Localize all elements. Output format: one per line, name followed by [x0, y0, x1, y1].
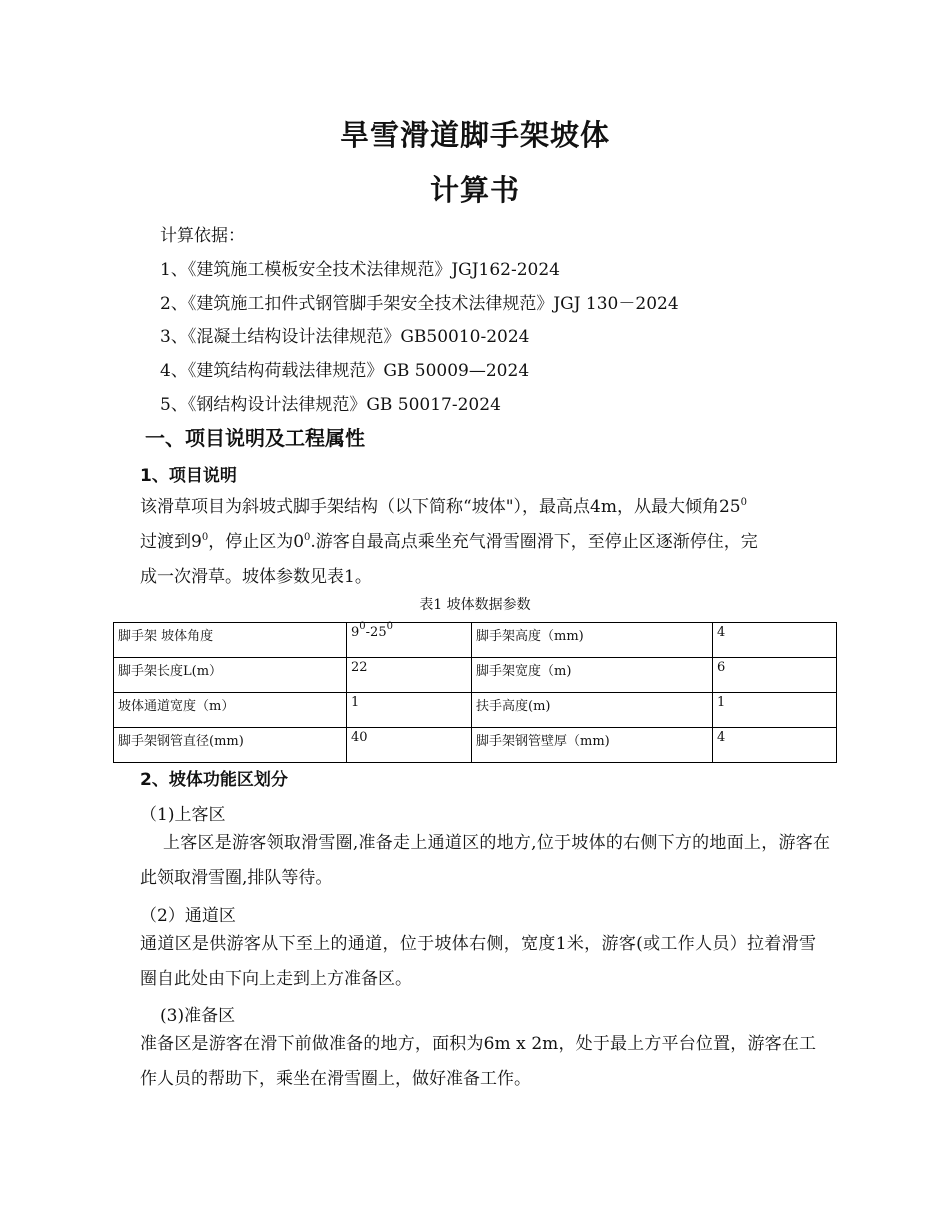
- table-cell-label: 脚手架钢管壁厚（mm): [472, 728, 713, 763]
- section-heading-project: 一、项目说明及工程属性: [145, 426, 365, 450]
- basis-item-4: 4、《建筑结构荷载法律规范》GB 50009—2024: [160, 361, 530, 381]
- basis-item-3: 3、《混凝土结构设计法律规范》GB50010-2024: [160, 327, 530, 347]
- table-cell-label: 脚手架 坡体角度: [114, 623, 347, 658]
- document-title: 旱雪滑道脚手架坡体: [339, 118, 610, 152]
- basis-item-2: 2、《建筑施工扣件式钢管脚手架安全技术法律规范》JGJ 130－2024: [160, 294, 679, 314]
- zone2-paragraph: 通道区是供游客从下至上的通道，位于坡体右侧，宽度1米，游客(或工作人员）拉着滑雪圈自此处由下向上走到上方准备区。: [140, 934, 816, 989]
- table-cell-label: 脚手架高度（mm): [472, 623, 713, 658]
- basis-heading: 计算依据：: [160, 226, 245, 246]
- table-cell-value: 40: [347, 728, 472, 763]
- project-description-paragraph: 该滑草项目为斜坡式脚手架结构（以下简称“坡体"），最高点4m，从最大倾角$25^0$ 过渡到$9^0$，停止区为$0^0$.游客自最高点乘坐充气滑雪圈滑下，至停止区逐渐停住，完 成一次滑草。坡体参数见表1。: [140, 497, 758, 587]
- degree-superscript: 0: [201, 532, 209, 543]
- zone1-paragraph: 上客区是游客领取滑雪圈,准备走上通道区的地方,位于坡体的右侧下方的地面上，游客在此领取滑雪圈,排队等待。: [140, 833, 830, 888]
- table-row: [114, 693, 837, 728]
- zone2-label: （2）通道区: [140, 906, 236, 926]
- zone1-label: （1)上客区: [140, 805, 226, 825]
- table-cell-label: 扶手高度(m): [472, 693, 713, 728]
- table-cell-value: 1: [713, 693, 837, 728]
- basis-item-5: 5、《钢结构设计法律规范》GB 50017-2024: [160, 395, 501, 415]
- table-cell-value: 6: [713, 658, 837, 693]
- table-cell-label: 脚手架宽度（m): [472, 658, 713, 693]
- table-cell-value: $9^0-25^0$: [347, 623, 472, 658]
- table-cell-label: 脚手架长度L(m）: [114, 658, 347, 693]
- degree-superscript: 0: [740, 497, 747, 508]
- table-cell-label: 脚手架钢管直径(mm): [114, 728, 347, 763]
- basis-item-1: 1、《建筑施工模板安全技术法律规范》JGJ162-2024: [160, 260, 560, 280]
- degree-superscript: 0: [304, 532, 311, 543]
- document-subtitle: 计算书: [429, 173, 520, 207]
- table-cell-value: 1: [347, 693, 472, 728]
- table-cell-value: 4: [713, 623, 837, 658]
- table-row: [114, 658, 837, 693]
- subsection-heading-description: 1、项目说明: [140, 466, 237, 486]
- zone3-paragraph: 准备区是游客在滑下前做准备的地方，面积为6m x 2m，处于最上方平台位置，游客在工作人员的帮助下，乘坐在滑雪圈上，做好准备工作。: [140, 1034, 816, 1089]
- zone3-label: (3)准备区: [160, 1006, 236, 1026]
- table-row: [114, 728, 837, 763]
- subsection-heading-zones: 2、坡体功能区划分: [140, 770, 288, 790]
- table-row: [114, 623, 837, 658]
- table-cell-value: 22: [347, 658, 472, 693]
- parameter-table: [113, 622, 837, 763]
- table-cell-value: 4: [713, 728, 837, 763]
- table-caption: 表1 坡体数据参数: [419, 597, 531, 613]
- table-cell-label: 坡体通道宽度（m）: [114, 693, 347, 728]
